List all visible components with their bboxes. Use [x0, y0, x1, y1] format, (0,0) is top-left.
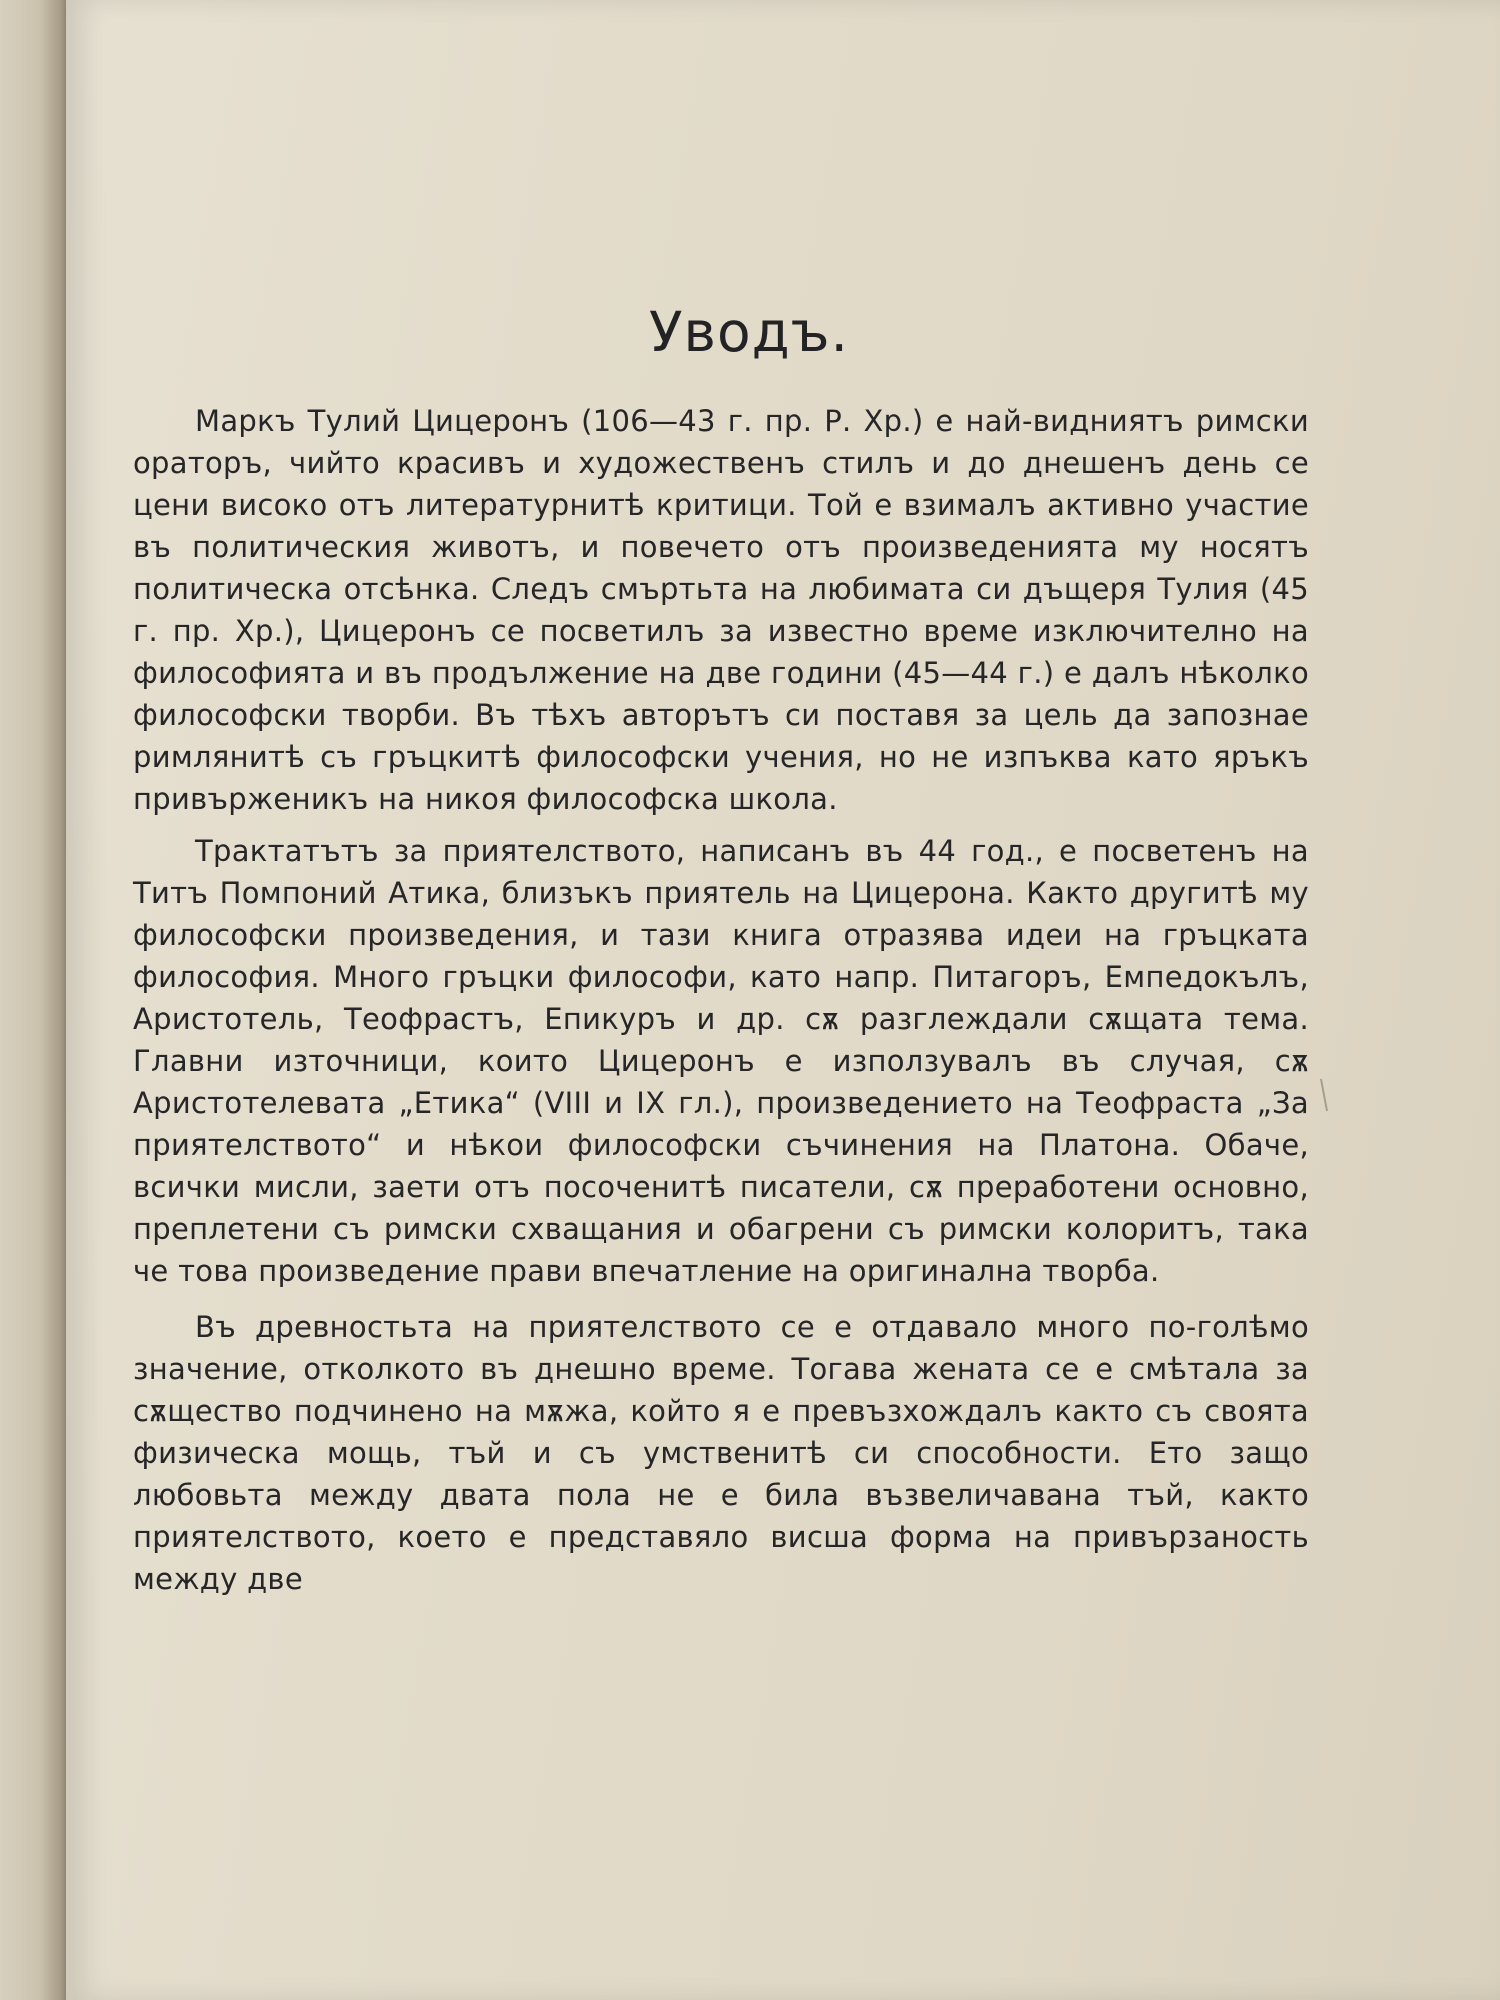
page-title: Уводъ.: [649, 300, 849, 364]
paper-crease-mark: [1309, 1075, 1339, 1115]
page-body: [133, 400, 1309, 1610]
paragraph-intro: Маркъ Тулий Цицеронъ (106—43 г. пр. Р. Хр.) е най-видниятъ римски ораторъ, чийто красивъ и художественъ стилъ и до днешенъ день се цени високо отъ литературнитѣ критици. Той е взималъ активно участие въ политическия животъ, и повечето отъ произведенията му носятъ политическа отсѣнка. Следъ смъртьта на любимата си дъщеря Тулия (45 г. пр. Хр.), Цицеронъ се посветилъ за известно време изключително на философията и въ продължение на две години (45—44 г.) е далъ нѣколко философски творби. Въ тѣхъ авторътъ си поставя за цель да запознае римлянитѣ съ гръцкитѣ философски учения, но не изпъква като яръкъ привърженикъ на никоя философска школа.: [133, 404, 1309, 816]
adjacent-page-edge: [0, 0, 66, 2000]
paragraph-treatise: Трактатътъ за приятелството, написанъ въ 44 год., е посветенъ на Титъ Помпоний Атика, близъкъ приятель на Цицерона. Както другитѣ му философски произведения, и тази книга отразява идеи на гръцката философия. Много гръцки философи, като напр. Питагоръ, Емпедокълъ, Аристотель, Теофрастъ, Епикуръ и др. сѫ разглеждали сѫщата тема. Главни източници, които Цицеронъ е използувалъ въ случая, сѫ Аристотелевата „Етика“ (VIII и IX гл.), произведението на Теофраста „За приятелството“ и нѣкои философски съчинения на Платона. Обаче, всички мисли, заети отъ посоченитѣ писатели, сѫ преработени основно, преплетени съ римски схващания и обагрени съ римски колоритъ, така че това произведение прави впечатление на оригинална творба.: [133, 834, 1309, 1288]
paragraph-antiquity: Въ древностьта на приятелството се е отдавало много по-голѣмо значение, отколкото въ днешно време. Тогава жената се е смѣтала за сѫщество подчинено на мѫжа, който я е превъзхождалъ както съ своята физическа мощь, тъй и съ умственитѣ си способности. Ето защо любовьта между двата пола не е била възвеличавана тъй, както приятелството, което е представяло висша форма на привързаность между две: [133, 1310, 1309, 1596]
book-page: [66, 0, 1500, 2000]
